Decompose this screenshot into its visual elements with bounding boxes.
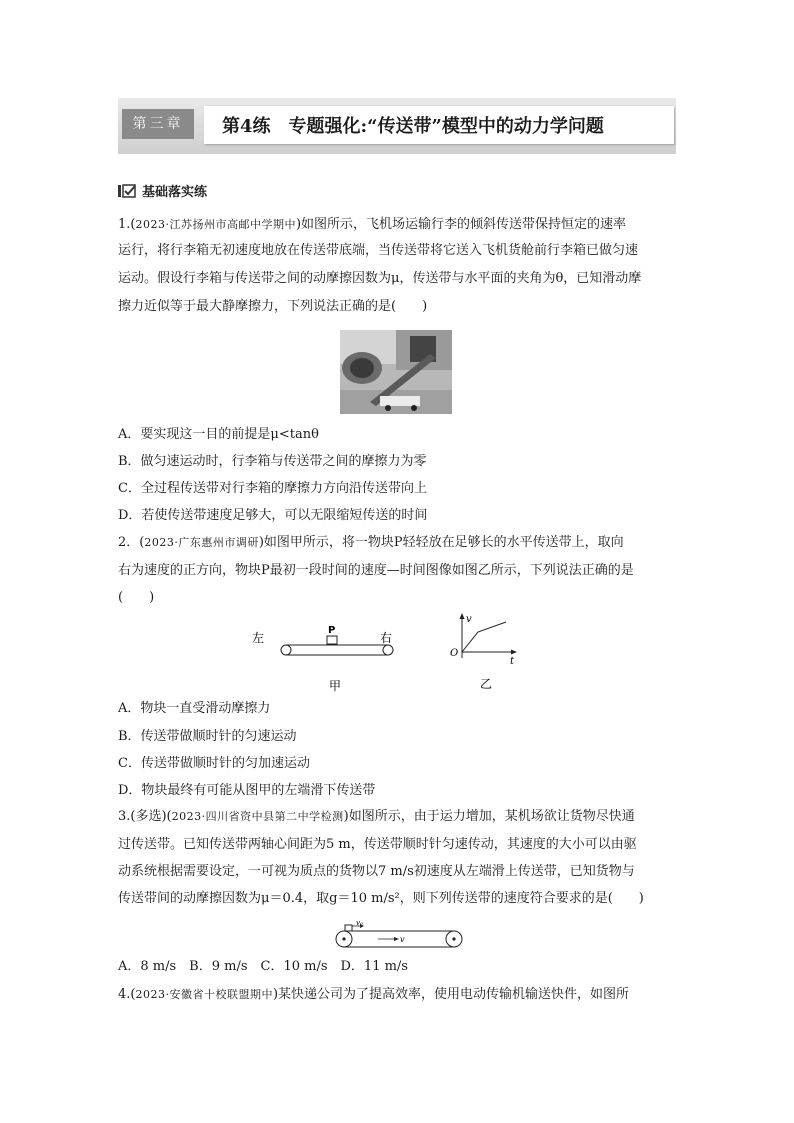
label-left: 左 [252,631,265,645]
q4-line-1: 4.(2023·安徽省十校联盟期中)某快递公司为了提高效率，使用电动传输机输送快件，如图所 [118,987,630,1002]
q1-line-3: 运动。假设行李箱与传送带之间的动摩擦因数为μ，传送带与水平面的夹角为θ，已知滑动摩 [118,271,642,286]
figure-yi-vt-graph [446,610,526,692]
checkbox-icon [118,184,136,198]
label-yi: 乙 [480,677,493,691]
q2-source: 2023·广东惠州市调研 [144,536,259,549]
chapter-banner [118,98,676,154]
q3-belt-figure [334,920,464,952]
q2-option-b: B．传送带做顺时针的匀速运动 [118,729,297,744]
airport-conveyor-photo [340,330,452,414]
q2-option-a: A．物块一直受滑动摩擦力 [118,701,271,716]
section-heading [118,184,207,202]
q4-source: 2023·安徽省十校联盟期中 [135,988,273,1001]
q2-option-d: D．物块最终有可能从图甲的左端滑下传送带 [118,783,376,798]
page-title: 第4练 专题强化:“传送带”模型中的动力学问题 [222,116,604,137]
axis-t-label: t [510,656,515,667]
label-p: P [328,625,336,636]
q1-line-1: 1.(2023·江苏扬州市高邮中学期中)如图所示，飞机场运输行李的倾斜传送带保持恒定的速率 [118,217,627,232]
q2-option-c: C．传送带做顺时针的匀加速运动 [118,756,310,771]
q1-option-b: B．做匀速运动时，行李箱与传送带之间的摩擦力为零 [118,454,427,469]
q1-line-4: 擦力近似等于最大静摩擦力，下列说法正确的是( ) [118,299,428,314]
q3-line-4: 传送带间的动摩擦因数为μ＝0.4，取g＝10 m/s²，则下列传送带的速度符合要求的是( ) [118,891,644,906]
q2-line-3: ( ) [118,590,155,605]
v-label: v [400,935,405,944]
q3-line-2: 过传送带。已知传送带两轴心间距为5 m，传送带顺时针匀速传动，其速度的大小可以由驱 [118,837,637,852]
label-right: 右 [380,631,393,645]
chapter-tag: 第三章 [122,109,194,139]
q1-option-d: D．若使传送带速度足够大，可以无限缩短传送的时间 [118,508,428,523]
label-jia: 甲 [329,679,342,693]
q1-option-c: C．全过程传送带对行李箱的摩擦力方向沿传送带向上 [118,481,427,496]
q3-options: A．8 m/s B．9 m/s C．10 m/s D．11 m/s [118,959,408,974]
axis-v-label: v [466,614,472,625]
section-title: 基础落实练 [142,185,208,200]
q2-line-2: 右为速度的正方向，物块P最初一段时间的速度—时间图像如图乙所示，下列说法正确的是 [118,563,634,578]
v0-label: v₀ [356,920,363,927]
q1-line-2: 运行，将行李箱无初速度地放在传送带底端，当传送带将它送入飞机货舱前行李箱已做匀速 [118,243,639,258]
origin-label: O [450,648,459,659]
q3-line-1: 3.(多选)(2023·四川省资中县第二中学检测)如图所示，由于运力增加，某机场欲让货物尽快通 [118,809,635,824]
q3-source: 2023·四川省资中县第二中学检测 [171,810,344,823]
figure-jia-belt [250,618,410,694]
q1-option-a: A．要实现这一目的前提是μ<tanθ [118,427,319,442]
q3-line-3: 动系统根据需要设定，一可视为质点的货物以7 m/s初速度从左端滑上传送带，已知货物与 [118,864,635,879]
q1-source: 2023·江苏扬州市高邮中学期中 [135,218,296,231]
title-box [204,106,674,144]
q2-line-1: 2．(2023·广东惠州市调研)如图甲所示，将一物块P轻轻放在足够长的水平传送带上，取向 [118,535,624,550]
